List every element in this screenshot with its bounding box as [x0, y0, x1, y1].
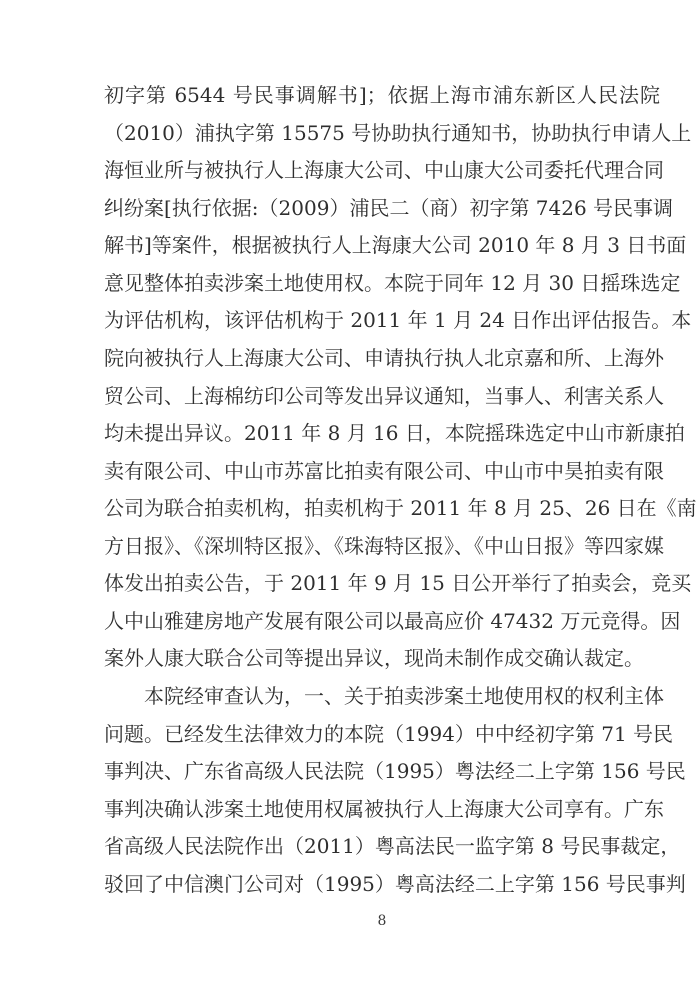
text-line: 驳回了中信澳门公司对（1995）粤高法经二上字第 156 号民事判 — [104, 871, 686, 896]
text-line-paragraph-start: 本院经审查认为，一、关于拍卖涉案土地使用权的权利主体 — [144, 684, 664, 708]
text-line-paragraph-end: 案外人康大联合公司等提出异议，现尚未制作成交确认裁定。 — [104, 646, 644, 671]
text-line: 纠纷案[执行依据:（2009）浦民二（商）初字第 7426 号民事调 — [104, 195, 674, 220]
text-line: 卖有限公司、中山市苏富比拍卖有限公司、中山市中昊拍卖有限 — [104, 458, 664, 483]
text-line: 事判决确认涉案土地使用权属被执行人上海康大公司享有。广东 — [104, 796, 664, 821]
text-line: （2010）浦执字第 15575 号协助执行通知书，协助执行申请人上 — [104, 120, 692, 145]
page-number: 8 — [377, 913, 387, 929]
text-line: 为评估机构，该评估机构于 2011 年 1 月 24 日作出评估报告。本 — [104, 308, 692, 333]
text-line: 事判决、广东省高级人民法院（1995）粤法经二上字第 156 号民 — [104, 759, 686, 784]
text-line: 院向被执行人上海康大公司、申请执行执人北京嘉和所、上海外 — [104, 345, 664, 370]
text-line: 均未提出异议。2011 年 8 月 16 日，本院摇珠选定中山市新康拍 — [104, 421, 685, 446]
text-line: 意见整体拍卖涉案土地使用权。本院于同年 12 月 30 日摇珠选定 — [104, 270, 681, 295]
text-line: 省高级人民法院作出（2011）粤高法民一监字第 8 号民事裁定， — [104, 834, 681, 859]
text-line: 公司为联合拍卖机构，拍卖机构于 2011 年 8 月 25、26 日在《南 — [104, 496, 697, 521]
text-line: 海恒业所与被执行人上海康大公司、中山康大公司委托代理合同 — [104, 158, 664, 183]
text-line: 问题。已经发生法律效力的本院（1994）中中经初字第 71 号民 — [104, 721, 674, 746]
text-line: 贸公司、上海棉纺印公司等发出异议通知，当事人、利害关系人 — [104, 383, 664, 408]
text-line: 体发出拍卖公告，于 2011 年 9 月 15 日公开举行了拍卖会，竞买 — [104, 571, 692, 596]
document-body — [104, 77, 697, 903]
text-line: 解书]等案件，根据被执行人上海康大公司 2010 年 8 月 3 日书面 — [104, 233, 687, 258]
text-line: 初字第 6544 号民事调解书]；依据上海市浦东新区人民法院 — [104, 83, 660, 107]
text-line: 人中山雅建房地产发展有限公司以最高应价 47432 万元竞得。因 — [104, 608, 681, 633]
text-line: 方日报》、《深圳特区报》、《珠海特区报》、《中山日报》等四家媒 — [104, 533, 664, 558]
